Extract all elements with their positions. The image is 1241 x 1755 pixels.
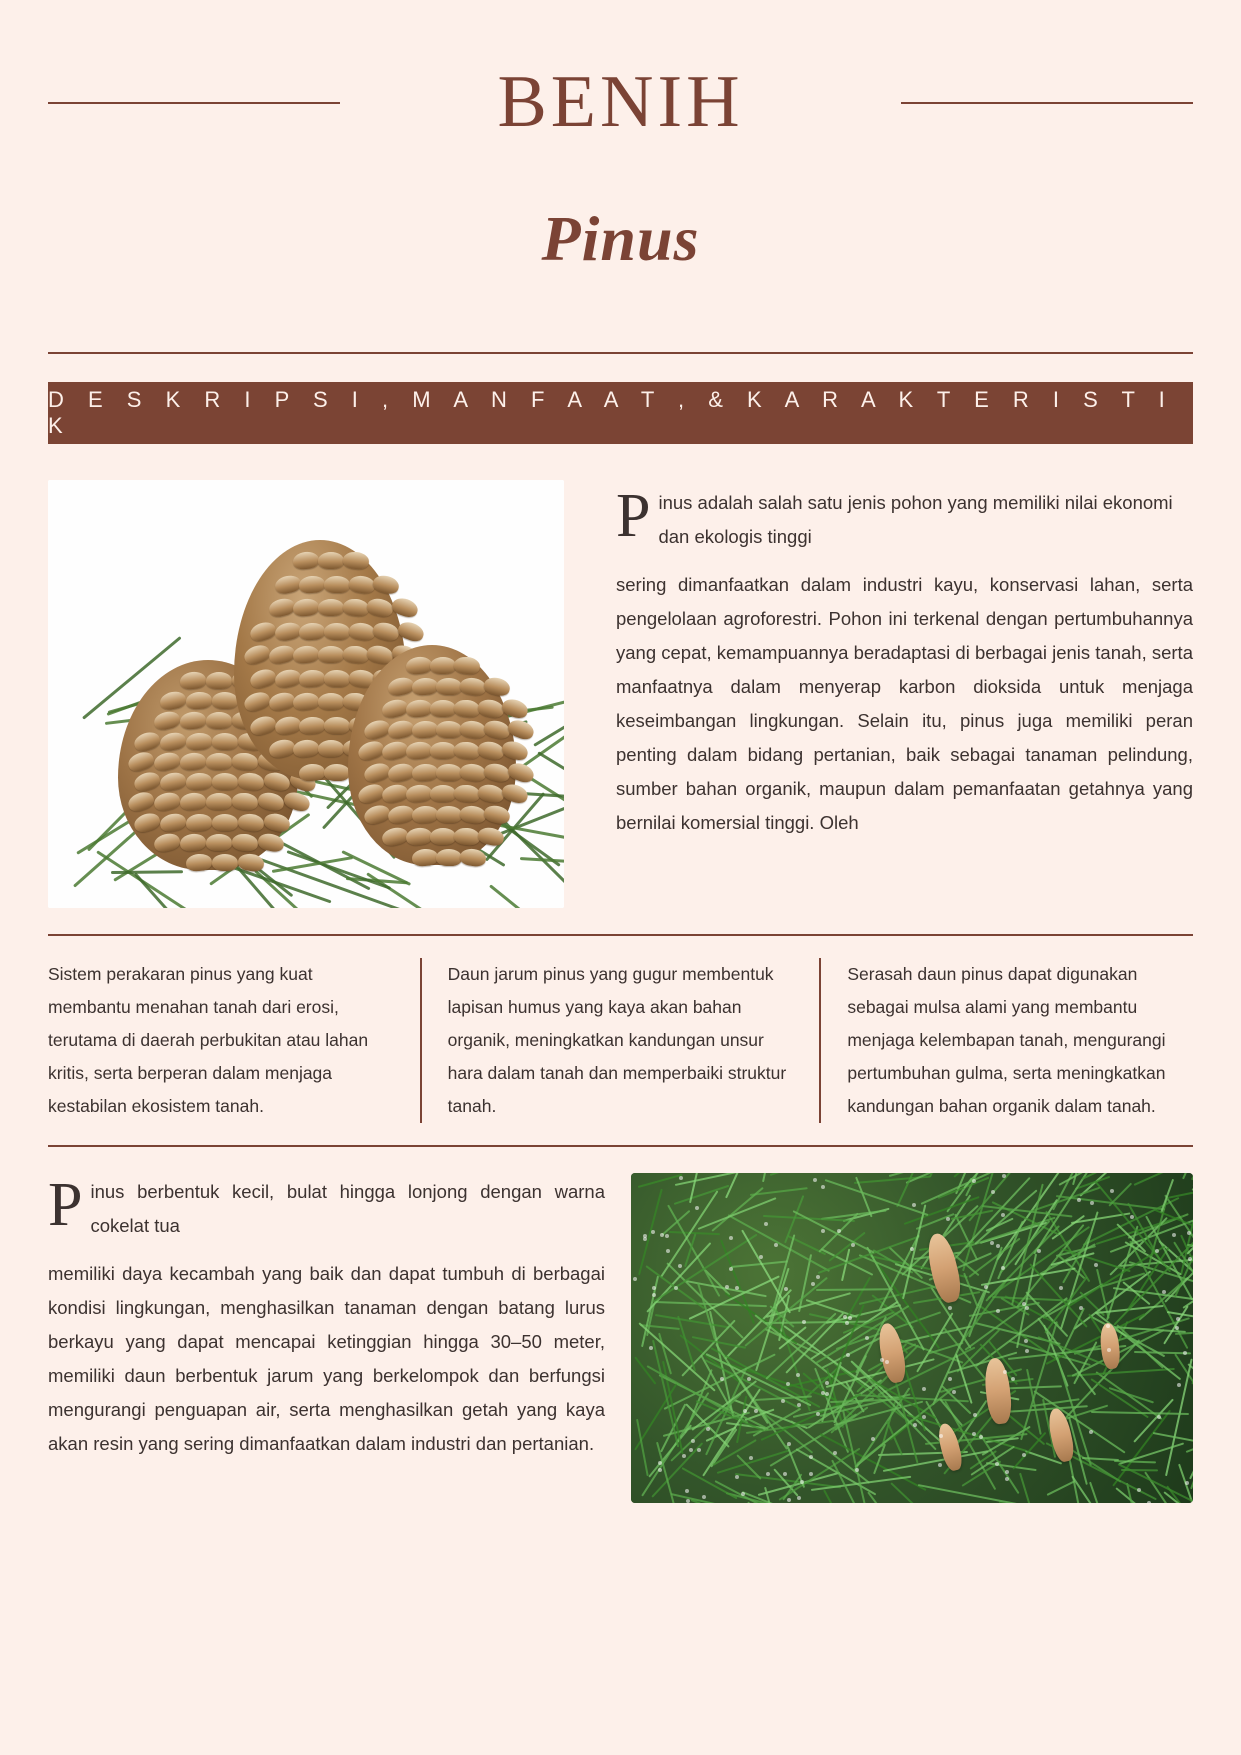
intro-lead-paragraph (616, 482, 1193, 562)
pine-cones-photo (48, 480, 564, 908)
pine-branch-photo (631, 1173, 1193, 1503)
divider-top (48, 352, 1193, 354)
intro-dropcap: P (616, 482, 651, 550)
columns-divider-top (48, 934, 1193, 936)
benefit-column-3: Serasah daun pinus dapat digunakan sebagai mulsa alami yang membantu menjaga kelembapan tanah, mengurangi pertumbuhan gulma, serta meningkatkan kandungan bahan organik dalam tanah. (819, 958, 1193, 1123)
characteristics-lead-paragraph (48, 1171, 605, 1251)
benefit-column-1: Sistem perakaran pinus yang kuat membantu menahan tanah dari erosi, terutama di daerah perbukitan atau lahan kritis, serta berperan dalam menjaga kestabilan ekosistem tanah. (48, 964, 369, 1116)
characteristics-body-text: memiliki daya kecambah yang baik dan dapat tumbuh di berbagai kondisi lingkungan, menghasilkan tanaman dengan batang lurus berkayu yang dapat mencapai ketinggian hingga 30–50 meter, memiliki daun berbentuk jarum yang berkelompok dan berfungsi mengurangi penguapan air, serta menghasilkan getah yang kaya akan resin yang sering dimanfaatkan dalam industri dan pertanian. (48, 1263, 605, 1454)
characteristics-dropcap: P (48, 1171, 83, 1239)
section-banner-label: D E S K R I P S I , M A N F A A T , & K A R A K T E R I S T I K (48, 387, 1174, 438)
intro-lead-text: inus adalah salah satu jenis pohon yang memiliki nilai ekonomi dan ekologis tinggi (658, 492, 1173, 547)
characteristics-text-block (48, 1173, 605, 1503)
characteristics-section (48, 1173, 1193, 1503)
page-subtitle: Pinus (541, 203, 700, 274)
characteristics-lead-text: inus berbentuk kecil, bulat hingga lonjong dengan warna cokelat tua (90, 1181, 605, 1236)
pine-cones-illustration (48, 480, 564, 908)
section-banner (48, 382, 1193, 444)
intro-body-text: sering dimanfaatkan dalam industri kayu, konservasi lahan, serta pengelolaan agroforestri. Pohon ini terkenal dengan pertumbuhannya yang cepat, kemampuannya beradaptasi di berbagai jenis tanah, serta manfaatnya dalam menyerap karbon dioksida untuk menjaga keseimbangan lingkungan. Selain itu, pinus juga memiliki peran penting dalam bidang pertanian, baik sebagai tanaman pelindung, sumber bahan organik, maupun dalam pemanfaatan getahnya yang bernilai komersial tinggi. Oleh (616, 574, 1193, 833)
pine-branch-illustration (631, 1173, 1193, 1503)
benefits-columns (48, 958, 1193, 1141)
benefit-column-2: Daun jarum pinus yang gugur membentuk lapisan humus yang kaya akan bahan organik, meningkatkan kandungan unsur hara dalam tanah dan memperbaiki struktur tanah. (420, 958, 820, 1123)
intro-section (48, 480, 1193, 908)
header-rule-right (901, 102, 1193, 104)
header-rule-left (48, 102, 340, 104)
page-title: BENIH (497, 61, 744, 143)
columns-divider-bottom (48, 1145, 1193, 1147)
intro-text-block (616, 480, 1193, 908)
page-header (48, 0, 1193, 160)
